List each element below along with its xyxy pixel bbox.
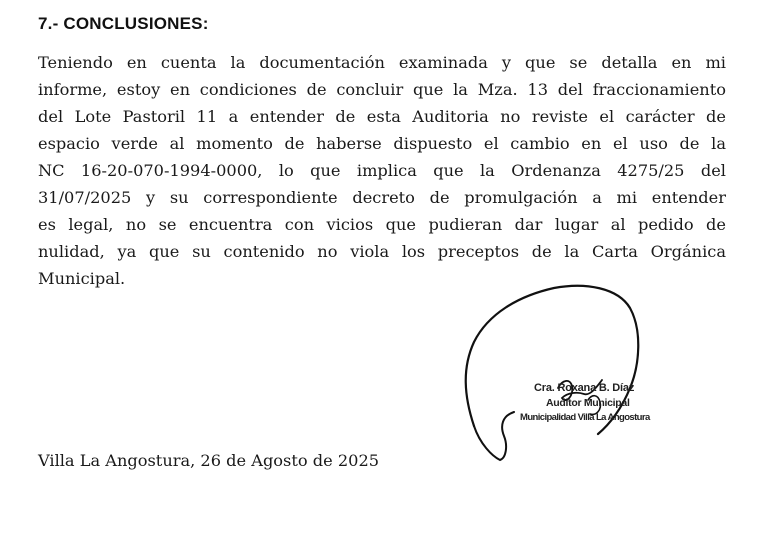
- place-and-date: Villa La Angostura, 26 de Agosto de 2025: [38, 451, 380, 470]
- paragraph-line: Municipal.: [38, 269, 126, 288]
- handwritten-signature: [458, 276, 688, 476]
- stamp-role: Auditor Municipal: [546, 397, 630, 409]
- paragraph-line: es legal, no se encuentra con vicios que pudieran dar lugar al pedido de: [38, 215, 726, 234]
- stamp-organization: Municipalidad Villa La Angostura: [520, 412, 650, 423]
- paragraph-line: nulidad, ya que su contenido no viola los preceptos de la Carta Orgánica: [38, 242, 726, 261]
- paragraph-line: informe, estoy en condiciones de concluir que la Mza. 13 del fraccionamiento: [38, 80, 726, 99]
- paragraph-line: espacio verde al momento de haberse dispuesto el cambio en el uso de la: [38, 134, 726, 153]
- section-heading: 7.- CONCLUSIONES:: [38, 14, 209, 33]
- signature-block: [458, 276, 688, 476]
- paragraph-line: 31/07/2025 y su correspondiente decreto de promulgación a mi entender: [38, 188, 726, 207]
- stamp-name: Cra. Roxana B. Díaz: [534, 382, 635, 394]
- paragraph-line: Teniendo en cuenta la documentación examinada y que se detalla en mi: [38, 53, 726, 72]
- paragraph-line: NC 16-20-070-1994-0000, lo que implica que la Ordenanza 4275/25 del: [38, 161, 726, 180]
- paragraph-line: del Lote Pastoril 11 a entender de esta Auditoria no reviste el carácter de: [38, 107, 726, 126]
